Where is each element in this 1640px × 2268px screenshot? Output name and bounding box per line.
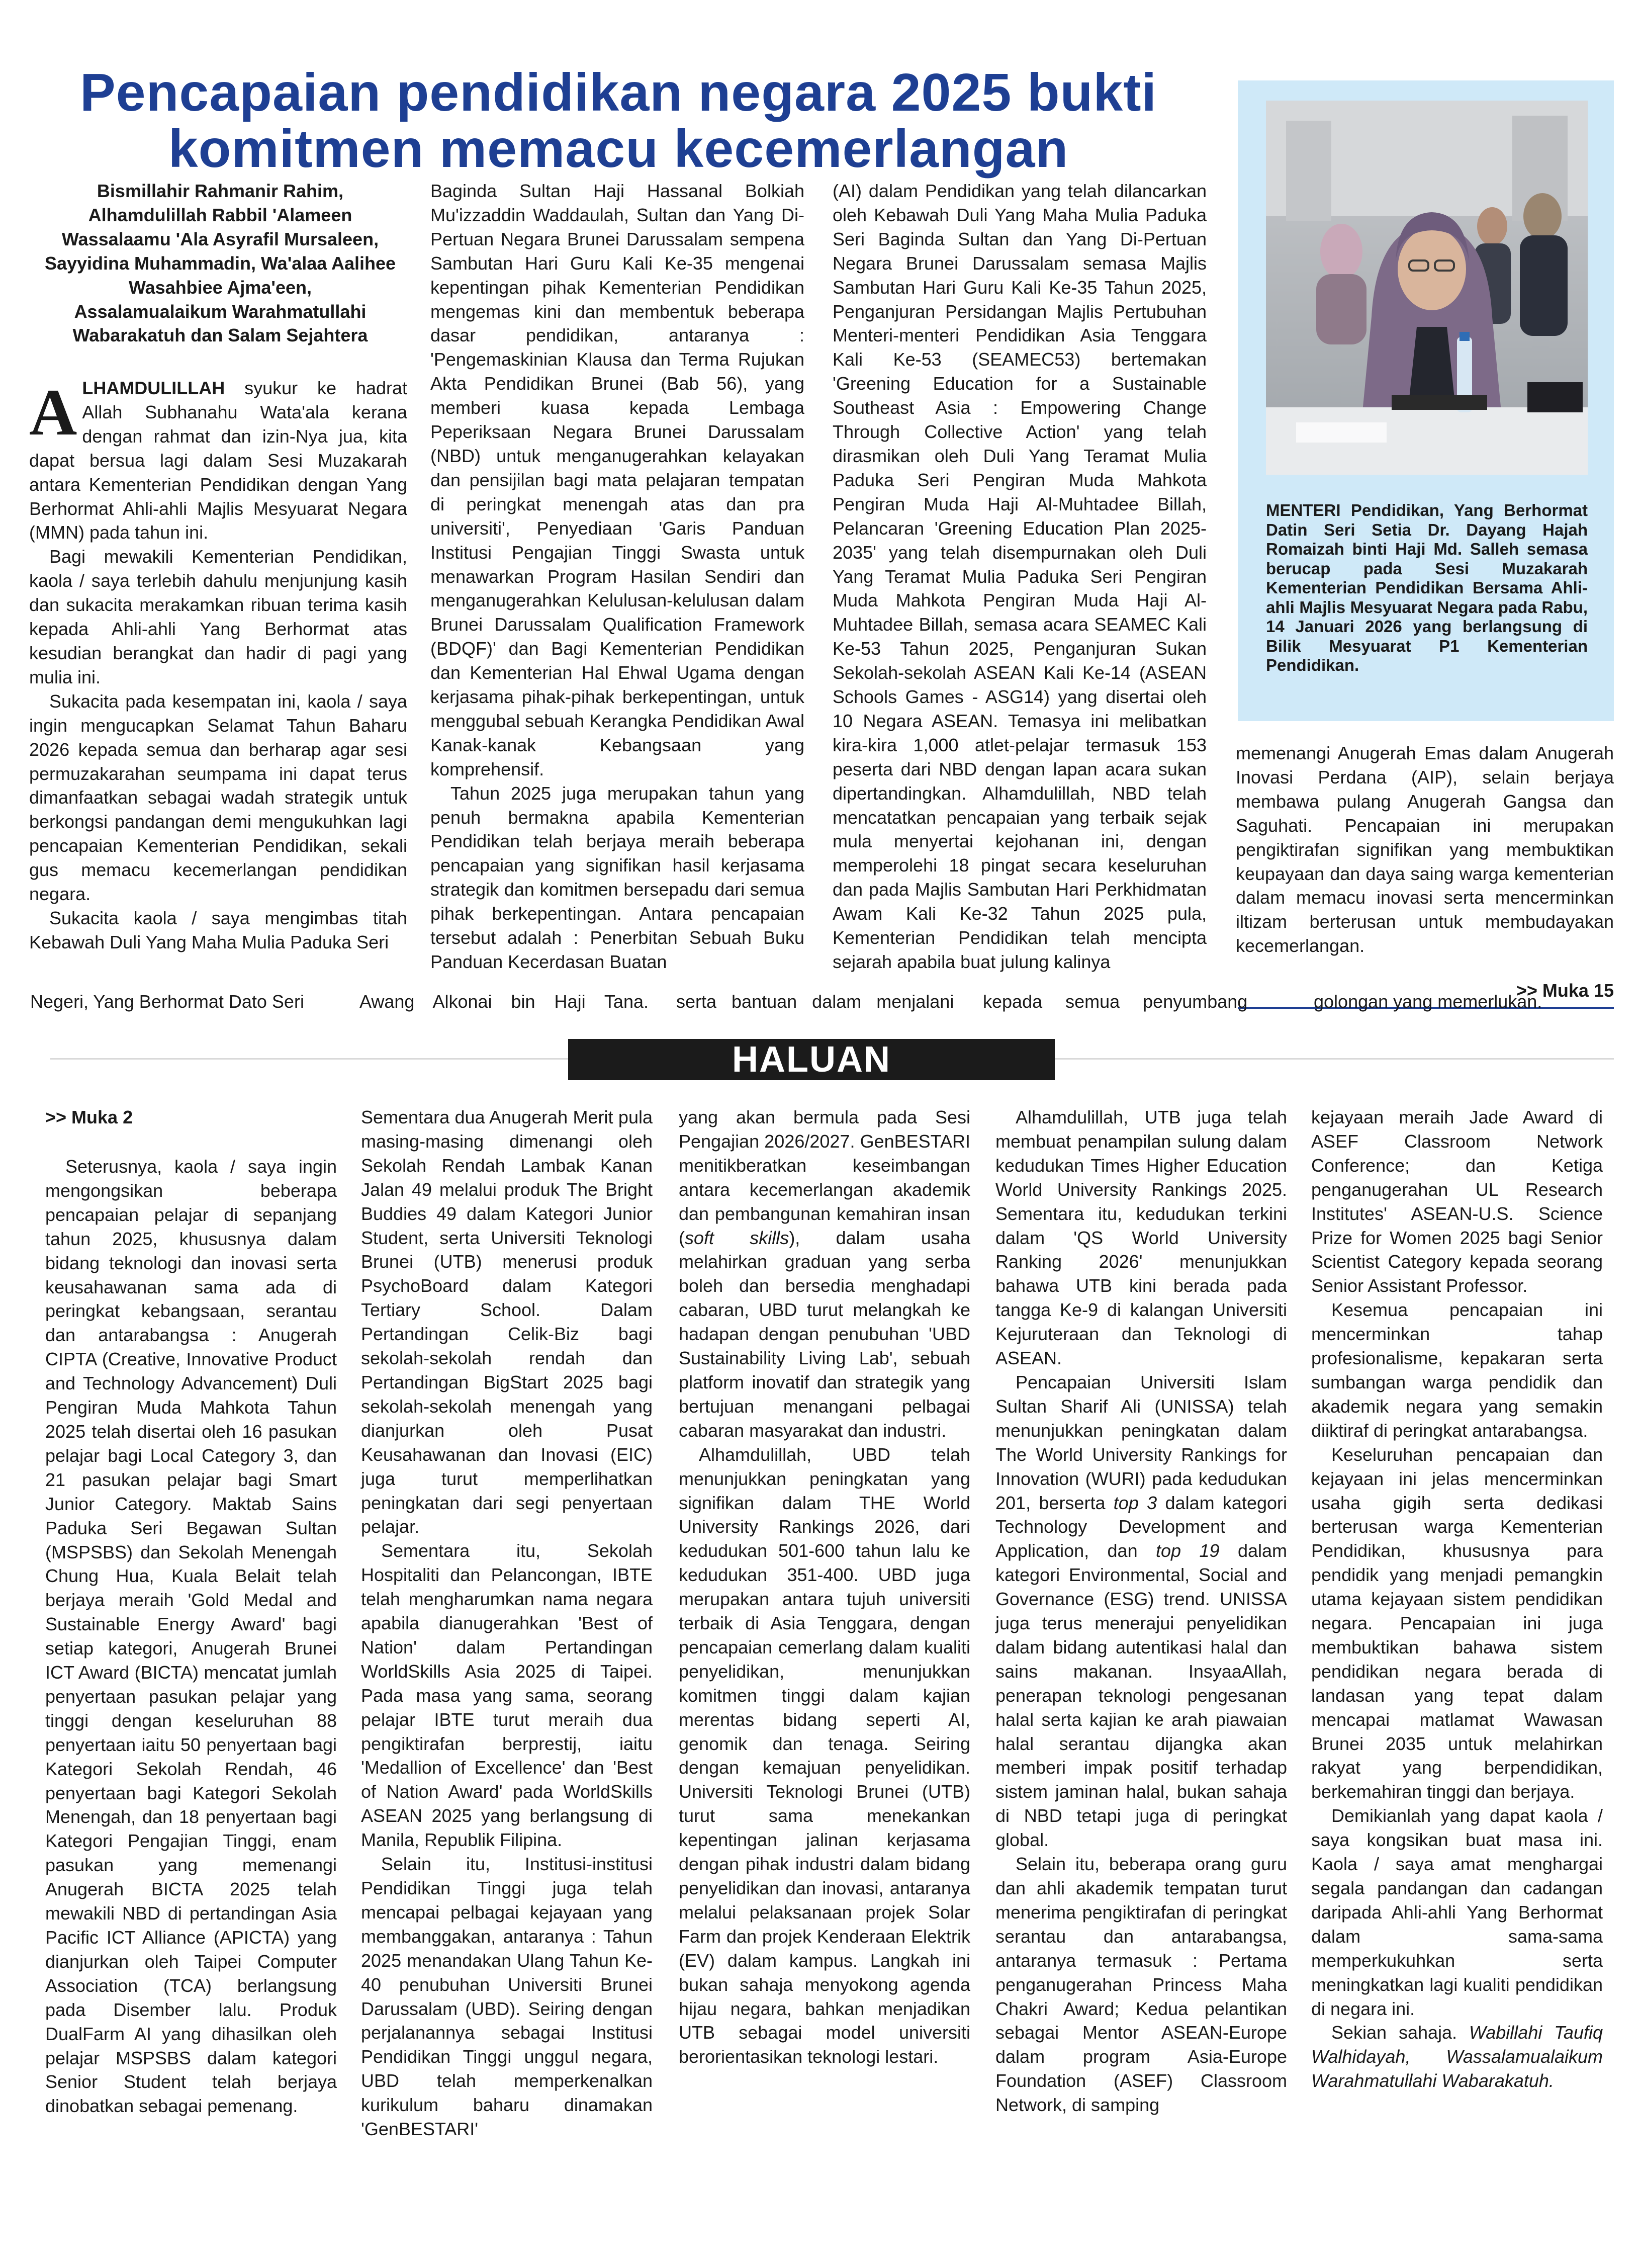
continuation-column-5 [1311,1105,1603,2156]
paragraph: Sukacita pada kesempatan ini, kaola / saya ingin mengucapkan Selamat Tahun Baharu 2026 kepada semua dan berharap agar sesi permuzakarahan seumpama ini dapat terus dimanfaatkan sebagai wadah strategik untuk berkongsi pandangan demi mengukuhkan lagi pencapaian Kementerian Pendidikan, sekali gus memacu kecemerlangan pendidikan negara. [29,690,407,905]
paragraph: Alhamdulillah, UBD telah menunjukkan peningkatan yang signifikan dalam THE World University Rankings 2026, dari kedudukan 501-600 tahun lalu ke kedudukan 351-400. UBD juga merupakan antara tujuh universiti terbaik di Asia Tenggara, dengan pencapaian cemerlang dalam kualiti penyelidikan, menunjukkan komitmen tinggi dalam kajian merentas bidang seperti AI, genomik dan tenaga. Seiring dengan kemajuan penyelidikan. Universiti Teknologi Brunei (UTB) turut sama menekankan kepentingan jalinan kerjasama dengan pihak industri dalam bidang penyelidikan dan inovasi, antaranya melalui pelaksanaan projek Solar Farm dan projek Kenderaan Elektrik (EV) dalam kampus. Langkah ini bukan sahaja menyokong agenda hijau negara, bahkan menjadikan UTB sebagai model universiti berorientasikan teknologi lestari. [679,1444,970,2067]
headline-line-2: komitmen memacu kecemerlangan [168,119,1069,179]
clipped-text: serta bantuan dalam menjalani [676,991,954,1012]
clipped-text-row [28,991,1586,1022]
photo-caption: MENTERI Pendidikan, Yang Berhormat Datin Seri Setia Dr. Dayang Hajah Romaizah binti Haji Md. Salleh semasa berucap pada Sesi Muzakarah Kementerian Pendidikan Bersama Ahli-ahli Majlis Mesyuarat Negara pada Rabu, 14 Januari 2026 yang berlangsung di Bilik Mesyuarat P1 Kementerian Pendidikan. [1266,501,1588,674]
continued-from-label[interactable]: >> Muka 2 [45,1107,133,1127]
article-column-3 [833,179,1207,993]
headline [30,64,1207,177]
paragraph: memenangi Anugerah Emas dalam Anugerah Inovasi Perdana (AIP), selain berjaya membawa pulang Anugerah Gangsa dan Saguhati. Pencapaian ini merupakan pengiktirafan signifikan yang membuktikan keupayaan dan daya saing warga kementerian dalam memacu inovasi serta mencerminkan iltizam berterusan untuk membudayakan kecemerlangan. [1236,743,1614,956]
article-column-1 [29,376,407,993]
paragraph: Sementara itu, Sekolah Hospitaliti dan Pelancongan, IBTE telah mengharumkan nama negara apabila dianugerahkan 'Best of Nation' dalam Pertandingan WorldSkills Asia 2025 di Taipei. Pada masa yang sama, seorang pelajar IBTE turut meraih dua pengiktirafan berprestij, iaitu 'Medallion of Excellence' dan 'Best of Nation Award' pada WorldSkills ASEAN 2025 yang berlangsung di Manila, Republik Filipina. [361,1540,653,1851]
photo-box [1238,80,1614,721]
lead-word: LHAMDULILLAH [82,378,225,398]
clipped-text: golongan yang memerlukan. [1314,991,1542,1012]
paragraph: (AI) dalam Pendidikan yang telah dilancarkan oleh Kebawah Duli Yang Maha Mulia Paduka Seri Baginda Sultan dan Yang Di-Pertuan Negara Brunei Darussalam semasa Majlis Sambutan Hari Guru Kali Ke-35 Tahun 2025, Penganjuran Persidangan Majlis Pertubuhan Menteri-menteri Pendidikan Asia Tenggara Kali Ke-53 (SEAMEC53) bertemakan 'Greening Education for a Sustainable Southeast Asia : Empowering Change Through Collective Action' yang telah dirasmikan oleh Duli Yang Teramat Mulia Paduka Seri Pengiran Muda Mahkota Pengiran Muda Haji Al-Muhtadee Billah, Pelancaran 'Greening Education Plan 2025-2035' yang telah disempurnakan oleh Duli Yang Teramat Mulia Paduka Seri Pengiran Muda Mahkota Pengiran Muda Haji Al-Muhtadee Billah, semasa acara SEAMEC Kali Ke-53 Tahun 2025, Penganjuran Sukan Sekolah-sekolah ASEAN Kali Ke-14 (ASEAN Schools Games - ASG14) yang disertai oleh 10 Negara ASEAN. Temasya ini melibatkan kira-kira 1,000 atlet-pelajar termasuk 153 peserta dari NBD dengan lapan acara sukan dipertandingkan. Alhamdulillah, NBD telah mencatatkan pencapaian yang terbaik sejak mula menyertai kejohanan ini, dengan memperolehi 18 pingat secara keseluruhan dan pada Majlis Sambutan Hari Perkhidmatan Awam Kali Ke-32 Tahun 2025 pula, Kementerian Pendidikan telah mencipta sejarah apabila buat julung kalinya [833,181,1207,972]
clipped-text: Negeri, Yang Berhormat Dato Seri [30,991,304,1012]
headline-line-1: Pencapaian pendidikan negara 2025 bukti [79,63,1157,122]
salutation-line: Wasahbiee Ajma'een, [128,277,312,298]
paragraph: Bagi mewakili Kementerian Pendidikan, kaola / saya terlebih dahulu menjunjung kasih dan sukacita merakamkan ribuan terima kasih kepada Ahli-ahli Yang Berhormat atas kesudian berangkat dan hadir di pagi yang mulia ini. [29,546,407,687]
paragraph: Kesemua pencapaian ini mencerminkan tahap profesionalisme, kepakaran serta sumbangan warga pendidik dan akademik negara yang semakin diiktiraf di peringkat antarabangsa. [1311,1299,1603,1441]
paragraph: yang akan bermula pada Sesi Pengajian 2026/2027. GenBESTARI menitikberatkan keseimbangan antara kecemerlangan akademik dan pembangunan kemahiran insan (soft skills), dalam usaha melahirkan graduan yang serba boleh dan bersedia menghadapi cabaran, UBD turut melangkah ke hadapan dengan penubuhan 'UBD Sustainability Living Lab', sebuah platform inovatif dan strategik yang bertujuan menangani pelbagai cabaran masyarakat dan industri. [679,1107,970,1441]
paragraph: Demikianlah yang dapat kaola / saya kongsikan buat masa ini. Kaola / saya amat menghargai segala pandangan dan cadangan daripada Ahli-ahli Yang Berhormat dalam sama-sama memperkukuhkan serta meningkatkan lagi kualiti pendidikan di negara ini. [1311,1805,1603,2019]
salutation-line: Assalamualaikum Warahmatullahi [74,301,367,322]
continuation-column-1 [45,1155,337,2156]
continuation-column-4 [995,1105,1287,2156]
paragraph: Baginda Sultan Haji Hassanal Bolkiah Mu'izzaddin Waddaulah, Sultan dan Yang Di-Pertuan Negara Brunei Darussalam sempena Sambutan Hari Guru Kali Ke-35 mengenai kepentingan pihak Kementerian Pendidikan mengemas kini dan membentuk beberapa dasar pendidikan, antaranya : 'Pengemaskinian Klausa dan Terma Rujukan Akta Pendidikan Brunei (Bab 56), yang memberi kuasa kepada Lembaga Peperiksaan Negara Brunei Darussalam (NBD) untuk menganugerahkan kelayakan dan pensijilan bagi mata pelajaran tempatan di peringkat menengah atas dan pra universiti', Penyediaan 'Garis Panduan Institusi Pengajian Tinggi Swasta untuk menawarkan Program Hasilan Sendiri dan menganugerahkan Kelulusan-kelulusan dalam Brunei Darussalam Qualification Framework (BDQF)' dan Bagi Kementerian Pendidikan dan Kementerian Hal Ehwal Ugama dengan kerjasama pihak-pihak berkepentingan, untuk menggubal sebuah Kerangka Pendidikan Awal Kanak-kanak Kebangsaan yang komprehensif. [430,181,804,779]
article-column-2 [430,179,804,993]
salutation-line: Wabarakatuh dan Salam Sejahtera [72,325,368,346]
paragraph: Selain itu, beberapa orang guru dan ahli akademik tempatan turut menerima pengiktirafan di peringkat serantau dan antarabangsa, antaranya termasuk : Pertama penganugerahan Princess Maha Chakri Award; Kedua pelantikan sebagai Mentor ASEAN-Europe dalam program Asia-Europe Foundation (ASEF) Classroom Network, di samping [995,1854,1287,2116]
salutation [29,179,411,355]
paragraph: ALHAMDULILLAH syukur ke hadrat Allah Subhanahu Wata'ala kerana dengan rahmat dan izin-Nya jua, kita dapat bersua lagi dalam Sesi Muzakarah antara Kementerian Pendidikan dengan Yang Berhormat Ahli-ahli Majlis Mesyuarat Negara (MMN) pada tahun ini. [29,375,407,543]
paragraph: Sementara dua Anugerah Merit pula masing-masing dimenangi oleh Sekolah Rendah Lambak Kanan Jalan 49 melalui produk The Bright Buddies 49 dalam Kategori Junior Student, serta Universiti Teknologi Brunei (UTB) menerusi produk PsychoBoard dalam Kategori Tertiary School. Dalam Pertandingan Celik-Biz bagi sekolah-sekolah rendah dan Pertandingan BigStart 2025 bagi sekolah-sekolah menengah yang dianjurkan oleh Pusat Keusahawanan dan Inovasi (EIC) juga turut memperlihatkan peningkatan dari segi penyertaan pelajar. [361,1107,653,1537]
salutation-line: Sayyidina Muhammadin, Wa'alaa Aalihee [44,252,396,274]
continued-on-label[interactable]: >> Muka 15 [1516,980,1614,1001]
paragraph: Sukacita kaola / saya mengimbas titah Kebawah Duli Yang Maha Mulia Paduka Seri [29,907,407,952]
paragraph: Pencapaian Universiti Islam Sultan Sharif Ali (UNISSA) telah menunjukkan peningkatan dalam The World University Rankings for Innovation (WURI) pada kedudukan 201, berserta top 3 dalam kategori Technology Development and Application, dan top 19 dalam kategori Environmental, Social and Governance (ESG) trend. UNISSA juga terus menerajui penyelidikan dalam bidang autentikasi halal dan sains makanan. InsyaaAllah, penerapan teknologi pengesanan halal serta kajian ke arah piawaian halal serantau dijangka akan memberi impak positif terhadap sistem jaminan halal, bukan sahaja di NBD tetapi juga di peringkat global. [995,1371,1287,1851]
clipped-text: Awang Alkonai bin Haji Tana. [359,991,649,1012]
article-column-4 [1236,741,1614,973]
continuation-column-3 [679,1105,970,2156]
salutation-line: Alhamdulillah Rabbil 'Alameen [88,204,352,225]
minister-photo [1266,101,1588,475]
continuation-column-2 [361,1105,653,2156]
paragraph: Sekian sahaja. Wabillahi Taufiq Walhidayah, Wassalamualaikum Warahmatullahi Wabarakatuh. [1311,2022,1603,2091]
drop-cap: A [29,375,77,449]
salutation-line: Wassalaamu 'Ala Asyrafil Mursaleen, [61,228,379,249]
section-title: HALUAN [568,1039,1055,1080]
paragraph: Selain itu, Institusi-institusi Pendidikan Tinggi juga telah mencapai pelbagai kejayaan yang membanggakan, antaranya : Tahun 2025 menandakan Ulang Tahun Ke-40 penubuhan Universiti Brunei Darussalam (UBD). Seiring dengan perjalanannya sebagai Institusi Pendidikan Tinggi unggul negara, UBD telah memperkenalkan kurikulum baharu dinamakan 'GenBESTARI' [361,1854,653,2140]
paragraph: Keseluruhan pencapaian dan kejayaan ini jelas mencerminkan usaha gigih serta dedikasi berterusan warga Kementerian Pendidikan, khususnya para pendidik yang menjadi pemangkin utama kejayaan sistem pendidikan negara. Pencapaian ini juga membuktikan bahawa sistem pendidikan negara berada di landasan yang tepat dalam mencapai matlamat Wawasan Brunei 2035 untuk melahirkan rakyat yang berpendidikan, berkemahiran tinggi dan berjaya. [1311,1444,1603,1802]
paragraph: Alhamdulillah, UTB juga telah membuat penampilan sulung dalam kedudukan Times Higher Education World University Rankings 2025. Sementara itu, kedudukan terkini dalam 'QS World University Ranking 2026' menunjukkan bahawa UTB kini berada pada tangga Ke-9 di kalangan Universiti Kejuruteraan dan Teknologi di ASEAN. [995,1107,1287,1369]
clipped-text: kepada semua penyumbang [983,991,1248,1012]
salutation-line: Bismillahir Rahmanir Rahim, [97,181,344,201]
paragraph: kejayaan meraih Jade Award di ASEF Classroom Network Conference; dan Ketiga penganugerahan UL Research Institutes' ASEAN-U.S. Science Prize for Women 2025 bagi Senior Scientist Category kepada seorang Senior Assistant Professor. [1311,1107,1603,1296]
paragraph: Seterusnya, kaola / saya ingin mengongsikan beberapa pencapaian pelajar di sepanjang tahun 2025, khususnya dalam bidang teknologi dan inovasi serta keusahawanan sama ada di peringkat kebangsaan, serantau dan antarabangsa : Anugerah CIPTA (Creative, Innovative Product and Technology Advancement) Duli Pengiran Muda Mahkota Tahun 2025 telah disertai oleh 16 pasukan pelajar bagi Local Category 3, dan 21 pasukan pelajar bagi Smart Junior Category. Maktab Sains Paduka Seri Begawan Sultan (MSPSBS) dan Sekolah Menengah Chung Hua, Kuala Belait telah berjaya meraih 'Gold Medal and Sustainable Energy Award' bagi setiap kategori, Anugerah Brunei ICT Award (BICTA) mencatat jumlah penyertaan pasukan pelajar yang tinggi dengan keseluruhan 88 penyertaan iaitu 50 penyertaan bagi Kategori Sekolah Rendah, 46 penyertaan bagi Kategori Sekolah Menengah, dan 18 penyertaan bagi Kategori Pengajian Tinggi, enam pasukan yang memenangi Anugerah BICTA 2025 telah mewakili NBD di pertandingan Asia Pacific ICT Alliance (APICTA) yang dianjurkan oleh Taipei Computer Association (TCA) berlangsung pada Disember lalu. Produk DualFarm AI yang dihasilkan oleh pelajar MSPSBS dalam kategori Senior Student telah berjaya dinobatkan sebagai pemenang. [45,1156,337,2117]
paragraph: Tahun 2025 juga merupakan tahun yang penuh bermakna apabila Kementerian Pendidikan telah berjaya meraih beberapa pencapaian yang signifikan hasil kerjasama strategik dan komitmen bersepadu dari semua pihak berkepentingan. Antara pencapaian tersebut adalah : Penerbitan Sebuah Buku Panduan Kecerdasan Buatan [430,782,804,972]
